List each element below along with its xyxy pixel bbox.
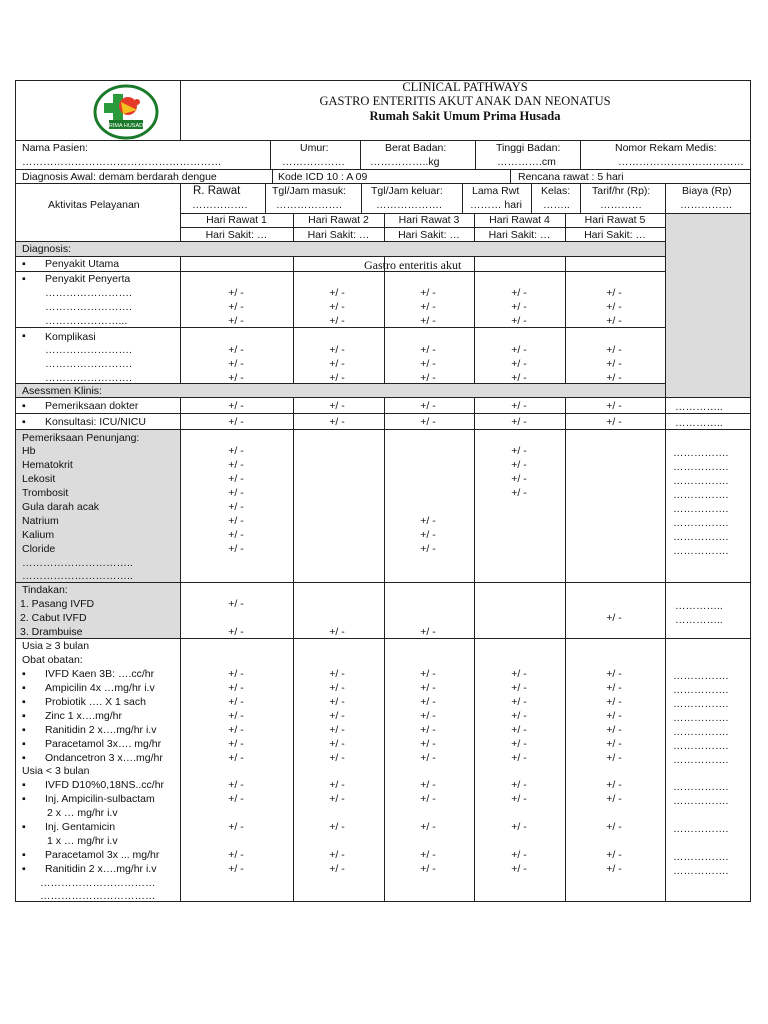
obat-item: Ampicilin 4x …mg/hr i.v: [45, 682, 155, 694]
plus-minus-mark[interactable]: +/ -: [511, 487, 527, 499]
bullet: ▪: [22, 724, 26, 736]
bullet: ▪: [22, 330, 26, 342]
plus-minus-mark[interactable]: +/ -: [329, 752, 345, 764]
hari-sakit-2[interactable]: Hari Sakit: …: [307, 229, 370, 241]
pemeriksaan-dokter-label: Pemeriksaan dokter: [45, 400, 139, 412]
plus-minus-mark[interactable]: +/ -: [228, 515, 244, 527]
biaya-dots[interactable]: …………….: [673, 823, 729, 835]
plus-minus-mark[interactable]: +/ -: [228, 696, 244, 708]
plus-minus-mark[interactable]: +/ -: [606, 724, 622, 736]
plus-minus-mark[interactable]: +/ -: [329, 779, 345, 791]
plus-minus-mark[interactable]: +/ -: [606, 315, 622, 327]
plus-minus-mark[interactable]: +/ -: [420, 821, 436, 833]
plus-minus-mark[interactable]: +/ -: [511, 668, 527, 680]
lama-rwt-value[interactable]: ……… hari: [470, 199, 522, 211]
bottom-dots[interactable]: ……………………………: [40, 890, 156, 902]
plus-minus-mark[interactable]: +/ -: [228, 682, 244, 694]
plus-minus-mark[interactable]: +/ -: [511, 793, 527, 805]
biaya-dots[interactable]: …………….: [673, 489, 729, 501]
plus-minus-mark[interactable]: +/ -: [329, 821, 345, 833]
konsultasi-label: Konsultasi: ICU/NICU: [45, 416, 146, 428]
dose-sub: 1 x … mg/hr i.v: [47, 835, 118, 847]
plus-minus-mark[interactable]: +/ -: [329, 710, 345, 722]
plus-minus-mark[interactable]: +/ -: [228, 358, 244, 370]
bullet: ▪: [22, 273, 26, 285]
plus-minus-mark[interactable]: +/ -: [420, 358, 436, 370]
plus-minus-mark[interactable]: +/ -: [329, 849, 345, 861]
plus-minus-mark[interactable]: +/ -: [511, 863, 527, 875]
plus-minus-mark[interactable]: +/ -: [329, 738, 345, 750]
penyakit-utama-value: Gastro enteritis akut: [364, 258, 462, 272]
plus-minus-mark[interactable]: +/ -: [228, 473, 244, 485]
biaya-dots[interactable]: …………….: [673, 461, 729, 473]
tarif-value[interactable]: …………: [600, 199, 642, 211]
biaya-dots[interactable]: …………….: [673, 712, 729, 724]
biaya-dots[interactable]: …………….: [673, 684, 729, 696]
plus-minus-mark[interactable]: +/ -: [329, 400, 345, 412]
umur-value[interactable]: ………………: [282, 156, 345, 168]
biaya-dots[interactable]: …………….: [673, 545, 729, 557]
plus-minus-mark[interactable]: +/ -: [329, 301, 345, 313]
plus-minus-mark[interactable]: +/ -: [329, 344, 345, 356]
plus-minus-mark[interactable]: +/ -: [606, 821, 622, 833]
biaya-dots[interactable]: …………….: [673, 531, 729, 543]
title-gastro: GASTRO ENTERITIS AKUT ANAK DAN NEONATUS: [319, 94, 611, 108]
hari-rawat-5: Hari Rawat 5: [584, 214, 646, 226]
plus-minus-mark[interactable]: +/ -: [606, 849, 622, 861]
plus-minus-mark[interactable]: +/ -: [420, 515, 436, 527]
plus-minus-mark[interactable]: +/ -: [420, 863, 436, 875]
plus-minus-mark[interactable]: +/ -: [228, 821, 244, 833]
tgl-keluar-label: Tgl/Jam keluar:: [371, 185, 443, 197]
biaya-dots[interactable]: …………..: [675, 417, 723, 429]
biaya-dots[interactable]: …………….: [673, 726, 729, 738]
plus-minus-mark[interactable]: +/ -: [606, 696, 622, 708]
logo-text: PRIMA HUSADA: [105, 123, 147, 129]
lab-item: Kalium: [22, 529, 55, 541]
plus-minus-mark[interactable]: +/ -: [511, 459, 527, 471]
bullet: ▪: [22, 738, 26, 750]
diagnosis-awal: Diagnosis Awal: demam berdarah dengue: [22, 171, 217, 183]
plus-minus-mark[interactable]: +/ -: [420, 696, 436, 708]
obat-item: Ondancetron 3 x….mg/hr: [45, 752, 163, 764]
plus-minus-mark[interactable]: +/ -: [329, 416, 345, 428]
plus-minus-mark[interactable]: +/ -: [329, 682, 345, 694]
penunjang-header: Pemeriksaan Penunjang:: [22, 432, 140, 444]
plus-minus-mark[interactable]: +/ -: [420, 287, 436, 299]
lab-dots[interactable]: …………………………..: [22, 557, 133, 569]
plus-minus-mark[interactable]: +/ -: [228, 445, 244, 457]
plus-minus-mark[interactable]: +/ -: [228, 779, 244, 791]
hari-sakit-4[interactable]: Hari Sakit: …: [488, 229, 551, 241]
hari-sakit-3[interactable]: Hari Sakit: …: [398, 229, 460, 241]
biaya-dots[interactable]: …………….: [673, 475, 729, 487]
plus-minus-mark[interactable]: +/ -: [329, 793, 345, 805]
bullet: ▪: [22, 710, 26, 722]
plus-minus-mark[interactable]: +/ -: [606, 358, 622, 370]
obat-item: Probiotik …. X 1 sach: [45, 696, 146, 708]
rencana-rawat: Rencana rawat : 5 hari: [518, 171, 624, 183]
hari-rawat-4: Hari Rawat 4: [489, 214, 550, 226]
plus-minus-mark[interactable]: +/ -: [228, 626, 244, 638]
plus-minus-mark[interactable]: +/ -: [511, 710, 527, 722]
tindakan-header: Tindakan:: [22, 584, 68, 596]
obat-item: Ranitidin 2 x….mg/hr i.v: [45, 863, 157, 875]
lama-rwt-label: Lama Rwt: [472, 185, 520, 197]
bullet: ▪: [22, 821, 26, 833]
asesmen-header: Asessmen Klinis:: [22, 385, 102, 397]
lab-item: Cloride: [22, 543, 56, 555]
plus-minus-mark[interactable]: +/ -: [420, 779, 436, 791]
nama-value[interactable]: …………………………………………………: [22, 156, 222, 168]
berat-label: Berat Badan:: [385, 142, 447, 154]
plus-minus-mark[interactable]: +/ -: [228, 724, 244, 736]
r-rawat-value[interactable]: …………….: [192, 199, 248, 211]
plus-minus-mark[interactable]: +/ -: [228, 301, 244, 313]
plus-minus-mark[interactable]: +/ -: [511, 445, 527, 457]
plus-minus-mark[interactable]: +/ -: [420, 529, 436, 541]
biaya-value[interactable]: ……………: [680, 199, 733, 211]
plus-minus-mark[interactable]: +/ -: [329, 626, 345, 638]
lab-item: Hematokrit: [22, 459, 73, 471]
bottom-dots[interactable]: ……………………………: [40, 877, 156, 889]
tgl-keluar-value[interactable]: ……………….: [376, 199, 442, 211]
tinggi-label: Tinggi Badan:: [496, 142, 561, 154]
plus-minus-mark[interactable]: +/ -: [228, 668, 244, 680]
tgl-masuk-label: Tgl/Jam masuk:: [272, 185, 347, 197]
hari-sakit-1[interactable]: Hari Sakit: …: [205, 229, 268, 241]
komplikasi-dots[interactable]: …………………….: [45, 358, 132, 370]
penyerta-dots[interactable]: …………………….: [45, 287, 132, 299]
plus-minus-mark[interactable]: +/ -: [606, 682, 622, 694]
plus-minus-mark[interactable]: +/ -: [606, 710, 622, 722]
plus-minus-mark[interactable]: +/ -: [511, 724, 527, 736]
plus-minus-mark[interactable]: +/ -: [420, 543, 436, 555]
umur-label: Umur:: [300, 142, 329, 154]
plus-minus-mark[interactable]: +/ -: [228, 752, 244, 764]
komplikasi-dots[interactable]: …………………….: [45, 372, 132, 384]
plus-minus-mark[interactable]: +/ -: [606, 738, 622, 750]
plus-minus-mark[interactable]: +/ -: [329, 372, 345, 384]
plus-minus-mark[interactable]: +/ -: [420, 710, 436, 722]
penyerta-dots[interactable]: …………………...: [45, 315, 128, 327]
plus-minus-mark[interactable]: +/ -: [511, 416, 527, 428]
bullet: ▪: [22, 696, 26, 708]
plus-minus-mark[interactable]: +/ -: [606, 400, 622, 412]
plus-minus-mark[interactable]: +/ -: [511, 400, 527, 412]
obat-item: IVFD D10%0,18NS..cc/hr: [45, 779, 165, 791]
penyerta-dots[interactable]: …………………….: [45, 301, 132, 313]
usia-lt3: Usia < 3 bulan: [22, 765, 90, 777]
plus-minus-mark[interactable]: +/ -: [420, 682, 436, 694]
usia-ge3: Usia ≥ 3 bulan: [22, 640, 90, 652]
obat-item: Inj. Gentamicin: [45, 821, 116, 833]
plus-minus-mark[interactable]: +/ -: [329, 696, 345, 708]
kelas-value[interactable]: ……..: [543, 199, 570, 211]
plus-minus-mark[interactable]: +/ -: [228, 372, 244, 384]
plus-minus-mark[interactable]: +/ -: [228, 315, 244, 327]
bullet: ▪: [22, 849, 26, 861]
plus-minus-mark[interactable]: +/ -: [420, 315, 436, 327]
plus-minus-mark[interactable]: +/ -: [420, 416, 436, 428]
hari-rawat-3: Hari Rawat 3: [398, 214, 460, 226]
plus-minus-mark[interactable]: +/ -: [606, 612, 622, 624]
lab-item: Lekosit: [22, 473, 56, 485]
tindakan-item: 3. Drambuise: [20, 626, 83, 638]
lab-dots[interactable]: …………………………..: [22, 570, 133, 582]
tinggi-value[interactable]: ………….cm: [497, 156, 556, 168]
biaya-dots[interactable]: …………….: [673, 795, 729, 807]
biaya-dots[interactable]: …………..: [675, 401, 723, 413]
nama-label: Nama Pasien:: [22, 142, 88, 154]
rm-label: Nomor Rekam Medis:: [615, 142, 717, 154]
biaya-dots[interactable]: …………..: [675, 614, 723, 626]
plus-minus-mark[interactable]: +/ -: [511, 287, 527, 299]
plus-minus-mark[interactable]: +/ -: [420, 372, 436, 384]
tindakan-item: 2. Cabut IVFD: [20, 612, 87, 624]
plus-minus-mark[interactable]: +/ -: [228, 344, 244, 356]
plus-minus-mark[interactable]: +/ -: [606, 372, 622, 384]
plus-minus-mark[interactable]: +/ -: [228, 487, 244, 499]
biaya-dots[interactable]: …………….: [673, 851, 729, 863]
plus-minus-mark[interactable]: +/ -: [606, 752, 622, 764]
obat-item: Paracetamol 3x…. mg/hr: [45, 738, 162, 750]
obat-item: IVFD Kaen 3B: ….cc/hr: [45, 668, 155, 680]
biaya-dots[interactable]: …………….: [673, 517, 729, 529]
plus-minus-mark[interactable]: +/ -: [606, 779, 622, 791]
plus-minus-mark[interactable]: +/ -: [329, 863, 345, 875]
plus-minus-mark[interactable]: +/ -: [329, 724, 345, 736]
plus-minus-mark[interactable]: +/ -: [228, 416, 244, 428]
plus-minus-mark[interactable]: +/ -: [606, 793, 622, 805]
bullet: ▪: [22, 779, 26, 791]
diagnosis-header: Diagnosis:: [22, 243, 72, 255]
bullet: ▪: [22, 416, 26, 428]
plus-minus-mark[interactable]: +/ -: [606, 416, 622, 428]
lab-item: Trombosit: [22, 487, 69, 499]
penyakit-utama-label: Penyakit Utama: [45, 258, 120, 270]
plus-minus-mark[interactable]: +/ -: [228, 598, 244, 610]
biaya-dots[interactable]: …………….: [673, 865, 729, 877]
penyakit-penyerta-label: Penyakit Penyerta: [45, 273, 131, 285]
plus-minus-mark[interactable]: +/ -: [420, 344, 436, 356]
biaya-dots[interactable]: …………….: [673, 781, 729, 793]
plus-minus-mark[interactable]: +/ -: [511, 779, 527, 791]
title-hospital: Rumah Sakit Umum Prima Husada: [369, 109, 561, 123]
plus-minus-mark[interactable]: +/ -: [228, 710, 244, 722]
biaya-dots[interactable]: …………..: [675, 600, 723, 612]
bullet: ▪: [22, 400, 26, 412]
biaya-dots[interactable]: …………….: [673, 503, 729, 515]
plus-minus-mark[interactable]: +/ -: [606, 863, 622, 875]
hospital-logo: [93, 84, 159, 140]
plus-minus-mark[interactable]: +/ -: [511, 473, 527, 485]
plus-minus-mark[interactable]: +/ -: [511, 344, 527, 356]
plus-minus-mark[interactable]: +/ -: [511, 738, 527, 750]
komplikasi-label: Komplikasi: [45, 331, 96, 343]
plus-minus-mark[interactable]: +/ -: [420, 849, 436, 861]
tarif-label: Tarif/hr (Rp):: [592, 185, 651, 197]
plus-minus-mark[interactable]: +/ -: [511, 682, 527, 694]
plus-minus-mark[interactable]: +/ -: [420, 626, 436, 638]
plus-minus-mark[interactable]: +/ -: [511, 821, 527, 833]
bullet: ▪: [22, 668, 26, 680]
rm-value[interactable]: ………………………………: [618, 156, 744, 168]
bullet: ▪: [22, 258, 26, 270]
plus-minus-mark[interactable]: +/ -: [511, 315, 527, 327]
komplikasi-dots[interactable]: …………………….: [45, 344, 132, 356]
plus-minus-mark[interactable]: +/ -: [511, 301, 527, 313]
hari-sakit-5[interactable]: Hari Sakit: …: [584, 229, 646, 241]
biaya-label: Biaya (Rp): [682, 185, 732, 197]
lab-item: Hb: [22, 445, 36, 457]
obat-header: Obat obatan:: [22, 654, 83, 666]
plus-minus-mark[interactable]: +/ -: [420, 668, 436, 680]
lab-item: Natrium: [22, 515, 59, 527]
plus-minus-mark[interactable]: +/ -: [420, 400, 436, 412]
plus-minus-mark[interactable]: +/ -: [606, 301, 622, 313]
plus-minus-mark[interactable]: +/ -: [511, 849, 527, 861]
plus-minus-mark[interactable]: +/ -: [329, 315, 345, 327]
plus-minus-mark[interactable]: +/ -: [228, 501, 244, 513]
bullet: ▪: [22, 682, 26, 694]
plus-minus-mark[interactable]: +/ -: [228, 459, 244, 471]
bullet: ▪: [22, 793, 26, 805]
plus-minus-mark[interactable]: +/ -: [511, 696, 527, 708]
hari-rawat-1: Hari Rawat 1: [206, 214, 267, 226]
hari-rawat-2: Hari Rawat 2: [308, 214, 369, 226]
aktivitas-header: Aktivitas Pelayanan: [48, 199, 140, 211]
biaya-dots[interactable]: …………….: [673, 740, 729, 752]
berat-value[interactable]: ……………..kg: [370, 156, 440, 168]
kelas-label: Kelas:: [541, 185, 571, 197]
plus-minus-mark[interactable]: +/ -: [228, 738, 244, 750]
title-clinical-pathways: CLINICAL PATHWAYS: [402, 80, 528, 94]
bullet: ▪: [22, 863, 26, 875]
plus-minus-mark[interactable]: +/ -: [329, 287, 345, 299]
plus-minus-mark[interactable]: +/ -: [228, 287, 244, 299]
plus-minus-mark[interactable]: +/ -: [511, 372, 527, 384]
kode-icd: Kode ICD 10 : A 09: [278, 171, 368, 183]
lab-item: Gula darah acak: [22, 501, 100, 513]
plus-minus-mark[interactable]: +/ -: [228, 400, 244, 412]
plus-minus-mark[interactable]: +/ -: [228, 793, 244, 805]
plus-minus-mark[interactable]: +/ -: [606, 344, 622, 356]
plus-minus-mark[interactable]: +/ -: [228, 543, 244, 555]
biaya-dots[interactable]: …………….: [673, 754, 729, 766]
biaya-dots[interactable]: …………….: [673, 698, 729, 710]
plus-minus-mark[interactable]: +/ -: [606, 287, 622, 299]
plus-minus-mark[interactable]: +/ -: [420, 724, 436, 736]
biaya-dots[interactable]: …………….: [673, 447, 729, 459]
bullet: ▪: [22, 752, 26, 764]
plus-minus-mark[interactable]: +/ -: [329, 668, 345, 680]
plus-minus-mark[interactable]: +/ -: [420, 738, 436, 750]
plus-minus-mark[interactable]: +/ -: [329, 358, 345, 370]
tgl-masuk-value[interactable]: ……………….: [276, 199, 342, 211]
plus-minus-mark[interactable]: +/ -: [606, 668, 622, 680]
plus-minus-mark[interactable]: +/ -: [228, 529, 244, 541]
plus-minus-mark[interactable]: +/ -: [511, 358, 527, 370]
obat-item: Zinc 1 x….mg/hr: [45, 710, 123, 722]
plus-minus-mark[interactable]: +/ -: [420, 752, 436, 764]
plus-minus-mark[interactable]: +/ -: [228, 849, 244, 861]
obat-item: Paracetamol 3x ... mg/hr: [45, 849, 160, 861]
dose-sub: 2 x … mg/hr i.v: [47, 807, 118, 819]
obat-item: Ranitidin 2 x….mg/hr i.v: [45, 724, 157, 736]
biaya-dots[interactable]: …………….: [673, 670, 729, 682]
tindakan-item: 1. Pasang IVFD: [20, 598, 95, 610]
r-rawat-label: R. Rawat: [193, 185, 241, 197]
obat-item: Inj. Ampicilin-sulbactam: [45, 793, 155, 805]
plus-minus-mark[interactable]: +/ -: [420, 301, 436, 313]
plus-minus-mark[interactable]: +/ -: [511, 752, 527, 764]
plus-minus-mark[interactable]: +/ -: [228, 863, 244, 875]
plus-minus-mark[interactable]: +/ -: [420, 793, 436, 805]
